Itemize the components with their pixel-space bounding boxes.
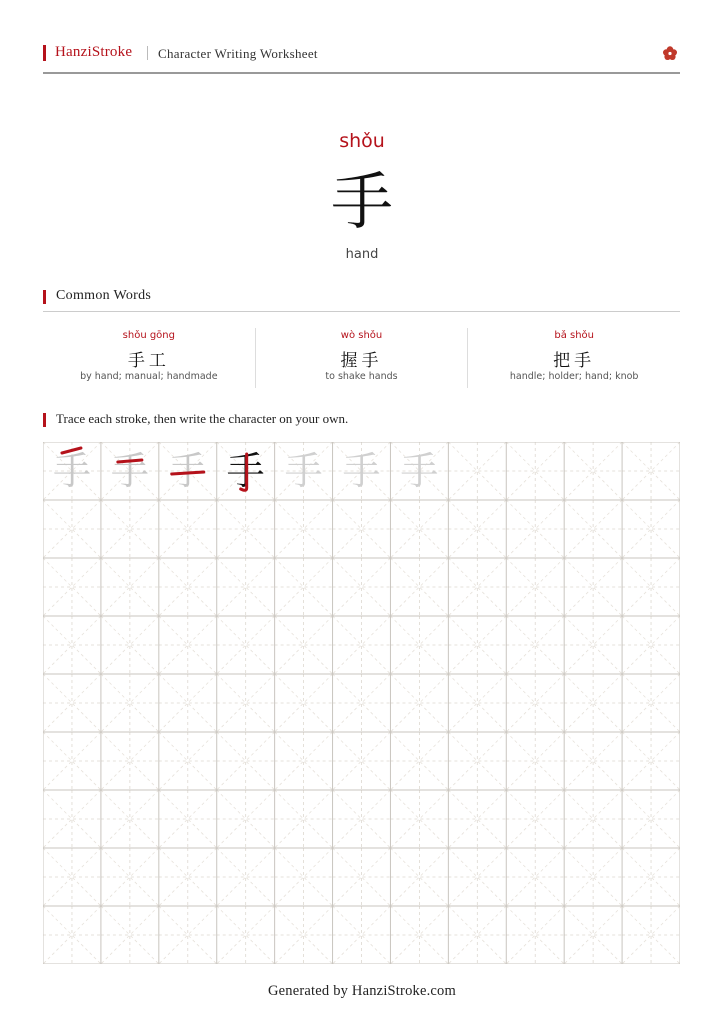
word-meaning: handle; holder; hand; knob xyxy=(509,371,639,382)
word-card[interactable] xyxy=(467,328,680,388)
highlighted-stroke xyxy=(118,460,142,462)
worksheet-header xyxy=(43,44,680,74)
stroke-order-character: 手 xyxy=(168,449,207,493)
practice-instruction: Trace each stroke, then write the character on your own. xyxy=(56,411,349,426)
word-meaning: to shake hands xyxy=(325,371,398,382)
common-words-rule xyxy=(43,311,680,312)
stroke-order-character: 手 xyxy=(342,449,381,493)
word-meaning: by hand; manual; handmade xyxy=(80,371,218,382)
header-accent-bar xyxy=(43,45,46,61)
word-card[interactable] xyxy=(43,328,255,388)
main-character: 手 xyxy=(330,165,393,238)
footer-credit: Generated by HanziStroke.com xyxy=(268,983,456,999)
word-pinyin: wò shǒu xyxy=(340,330,383,341)
flower-logo-icon xyxy=(662,45,678,61)
highlighted-stroke xyxy=(172,472,204,474)
worksheet-subtitle: Character Writing Worksheet xyxy=(158,46,318,61)
stroke-order-character: 手 xyxy=(226,449,265,493)
practice-grid-svg[interactable] xyxy=(43,442,680,964)
stroke-order-character: 手 xyxy=(284,449,323,493)
word-card[interactable] xyxy=(255,328,468,388)
common-words-title: Common Words xyxy=(56,288,152,303)
word-hanzi: 手工 xyxy=(127,351,170,371)
stroke-order-character: 手 xyxy=(110,449,149,493)
stroke-order-character: 手 xyxy=(52,449,91,493)
word-pinyin: bǎ shǒu xyxy=(554,330,595,341)
word-hanzi: 握手 xyxy=(340,351,383,371)
word-hanzi: 把手 xyxy=(553,351,596,371)
main-pinyin: shǒu xyxy=(339,130,385,152)
stroke-order-character: 手 xyxy=(400,449,439,493)
section-accent-bar xyxy=(43,290,46,304)
main-meaning: hand xyxy=(345,247,379,262)
common-words-list xyxy=(43,328,680,388)
section-accent-bar xyxy=(43,413,46,427)
practice-grid[interactable] xyxy=(43,442,680,964)
word-pinyin: shǒu gōng xyxy=(122,330,175,341)
header-divider xyxy=(147,46,148,60)
header-rule xyxy=(43,72,680,74)
brand-name[interactable]: HanziStroke xyxy=(55,44,133,60)
